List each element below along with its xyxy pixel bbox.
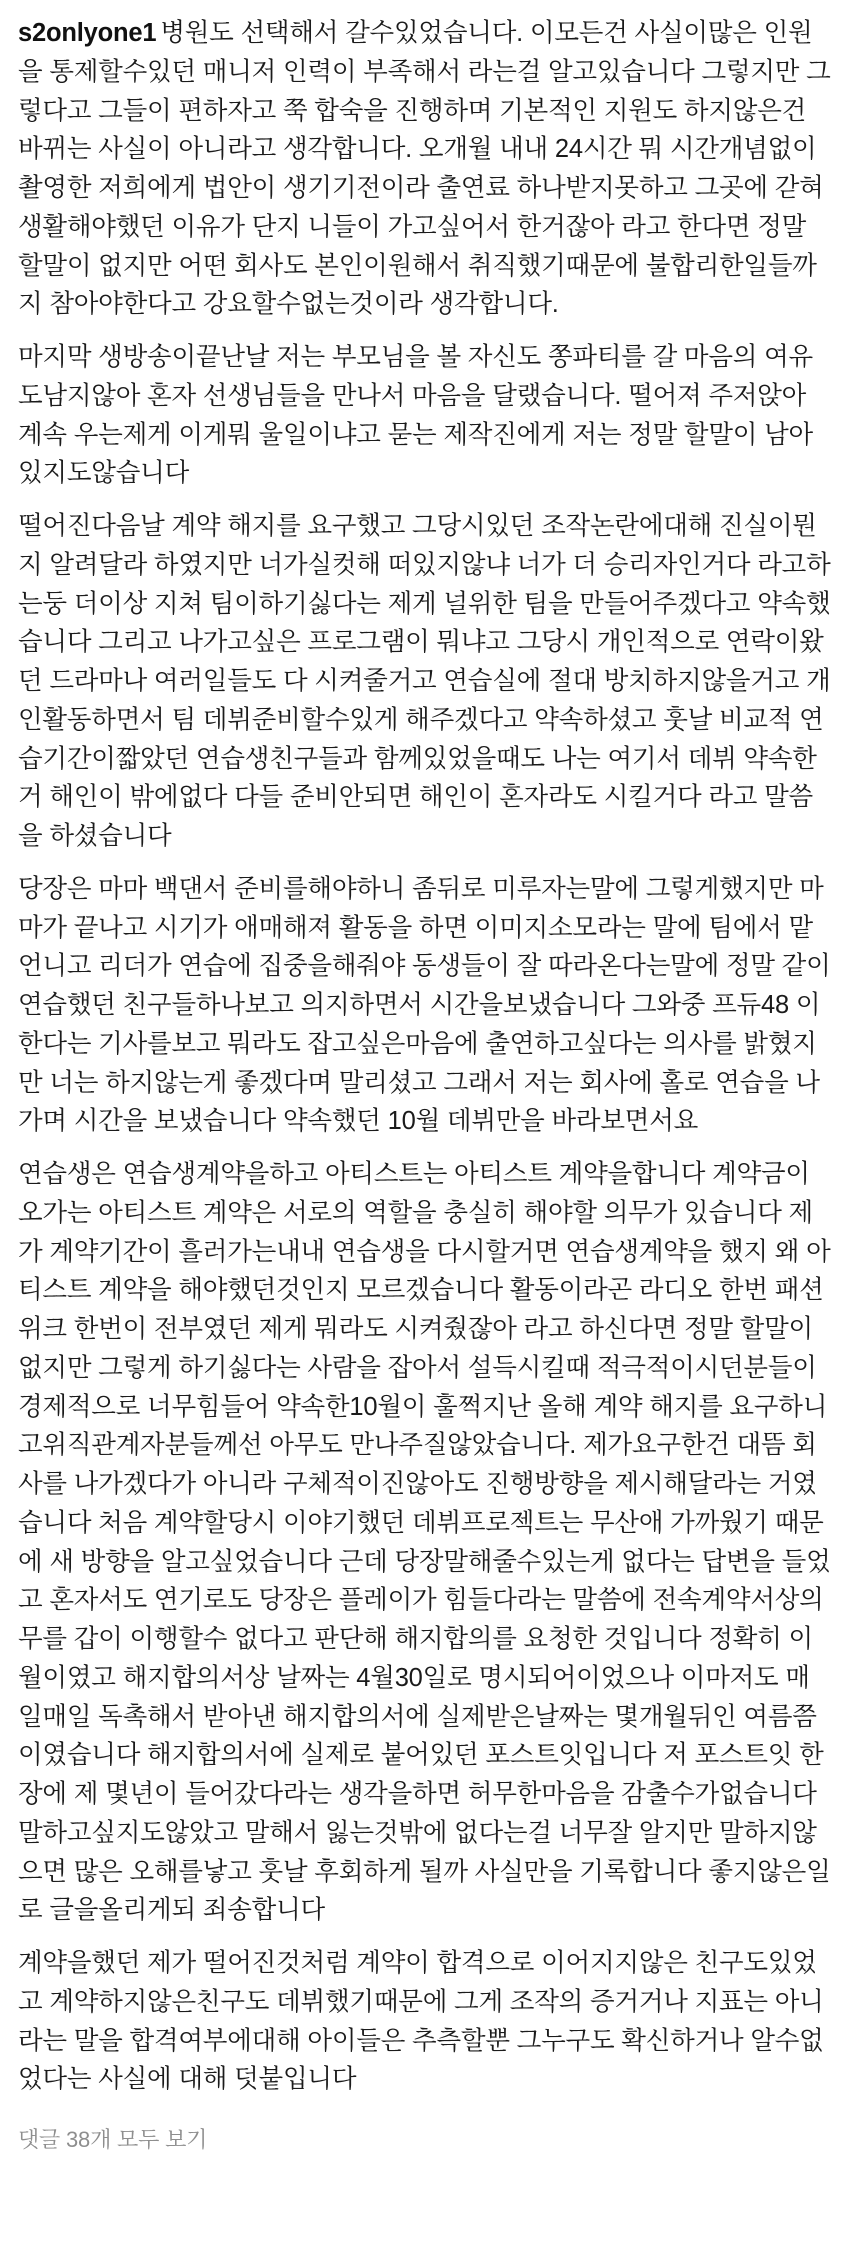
view-all-comments-link[interactable]: 댓글 38개 모두 보기 [18,2127,208,2152]
post-caption [18,14,832,2099]
caption-paragraph-3: 떨어진다음날 계약 해지를 요구했고 그당시있던 조작논란에대해 진실이뭔지 알려달라 하였지만 너가실컷해 떠있지않냐 너가 더 승리자인거다 라고하는둥 더이상 지쳐 팀이하기싫다는 제게 널위한 팀을 만들어주겠다고 약속했습니다 그리고 나가고싶은 프로그램이 뭐냐고 그당시 개인적으로 연락이왔던 드라마나 여러일들도 다 시켜줄거고 연습실에 절대 방치하지않을거고 개인활동하면서 팀 데뷔준비할수있게 해주겠다고 약속하셨고 훗날 비교적 연습기간이짧았던 연습생친구들과 함께있었을때도 나는 여기서 데뷔 약속한거 해인이 밖에없다 다들 준비안되면 해인이 혼자라도 시킬거다 라고 말씀을 하셨습니다 [18,512,831,850]
caption-paragraph-2: 마지막 생방송이끝난날 저는 부모님을 볼 자신도 쫑파티를 갈 마음의 여유도남지않아 혼자 선생님들을 만나서 마음을 달랬습니다. 떨어져 주저앉아 계속 우는제게 이게뭐 울일이냐고 묻는 제작진에게 저는 정말 할말이 남아있지도않습니다 [18,343,813,488]
caption-comments-spacer [0,2099,850,2107]
caption-paragraph-5: 연습생은 연습생계약을하고 아티스트는 아티스트 계약을합니다 계약금이 오가는 아티스트 계약은 서로의 역할을 충실히 해야할 의무가 있습니다 제가 계약기간이 흘러가는내내 연습생을 다시할거면 연습생계약을 했지 왜 아티스트 계약을 해야했던것인지 모르겠습니다 활동이라곤 라디오 한번 패션위크 한번이 전부였던 제게 뭐라도 시켜줬잖아 라고 하신다면 정말 할말이없지만 그렇게 하기싫다는 사람을 잡아서 설득시킬때 적극적이시던분들이 경제적으로 너무힘들어 약속한10월이 훌쩍지난 올해 계약 해지를 요구하니 고위직관계자분들께선 아무도 만나주질않았습니다. 제가요구한건 대뜸 회사를 나가겠다가 아니라 구체적이진않아도 진행방향을 제시해달라는 거였습니다 처음 계약할당시 이야기했던 데뷔프로젝트는 무산애 가까웠기 때문에 새 방향을 알고싶었습니다 근데 당장말해줄수있는게 없다는 답변을 들었고 혼자서도 연기로도 당장은 플레이가 힘들다라는 말씀에 전속계약서상의무를 갑이 이행할수 없다고 판단해 해지합의를 요청한 것입니다 정확히 이월이였고 해지합의서상 날짜는 4월30일로 명시되어이었으나 이마저도 매일매일 독촉해서 받아낸 해지합의서에 실제받은날짜는 몇개월뒤인 여름쯤이였습니다 해지합의서에 실제로 붙어있던 포스트잇입니다 저 포스트잇 한장에 제 몇년이 들어갔다라는 생각을하면 허무한마음을 감출수가없습니다 말하고싶지도않았고 말해서 잃는것밖에 없다는걸 너무잘 알지만 말하지않으면 많은 오해를낳고 훗날 후회하게 될까 사실만을 기록합니다 좋지않은일로 글을올리게되 죄송합니다 [18,1160,831,1925]
comments-bar [0,2107,850,2168]
post-username[interactable]: s2onlyone1 [18,19,157,47]
caption-paragraph-1 [18,14,832,324]
caption-paragraph-1-text: 병원도 선택해서 갈수있었습니다. 이모든건 사실이많은 인원을 통제할수있던 매니저 인력이 부족해서 라는걸 알고있습니다 그렇지만 그렇다고 그들이 편하자고 쭉 합숙을 진행하며 기본적인 지원도 하지않은건 바뀌는 사실이 아니라고 생각합니다. 오개월 내내 24시간 뭐 시간개념없이 촬영한 저희에게 법안이 생기기전이라 출연료 하나받지못하고 그곳에 갇혀 생활해야했던 이유가 단지 니들이 가고싶어서 한거잖아 라고 한다면 정말 할말이 없지만 어떤 회사도 본인이원해서 취직했기때문에 불합리한일들까지 참아야한다고 강요할수없는것이라 생각합니다. [18,19,831,319]
caption-paragraph-4: 당장은 마마 백댄서 준비를해야하니 좀뒤로 미루자는말에 그렇게했지만 마마가 끝나고 시기가 애매해져 활동을 하면 이미지소모라는 말에 팀에서 맡언니고 리더가 연습에 집중을해줘야 동생들이 잘 따라온다는말에 정말 같이연습했던 친구들하나보고 의지하면서 시간을보냈습니다 그와중 프듀48 이 한다는 기사를보고 뭐라도 잡고싶은마음에 출연하고싶다는 의사를 밝혔지만 너는 하지않는게 좋겠다며 말리셨고 그래서 저는 회사에 홀로 연습을 나가며 시간을 보냈습니다 약속했던 10월 데뷔만을 바라보면서요 [18,874,831,1136]
caption-paragraph-6: 계약을했던 제가 떨어진것처럼 계약이 합격으로 이어지지않은 친구도있었고 계약하지않은친구도 데뷔했기때문에 그게 조작의 증거거나 지표는 아니라는 말을 합격여부에대해 아이들은 추측할뿐 그누구도 확신하거나 알수없었다는 사실에 대해 덧붙입니다 [18,1949,824,2094]
